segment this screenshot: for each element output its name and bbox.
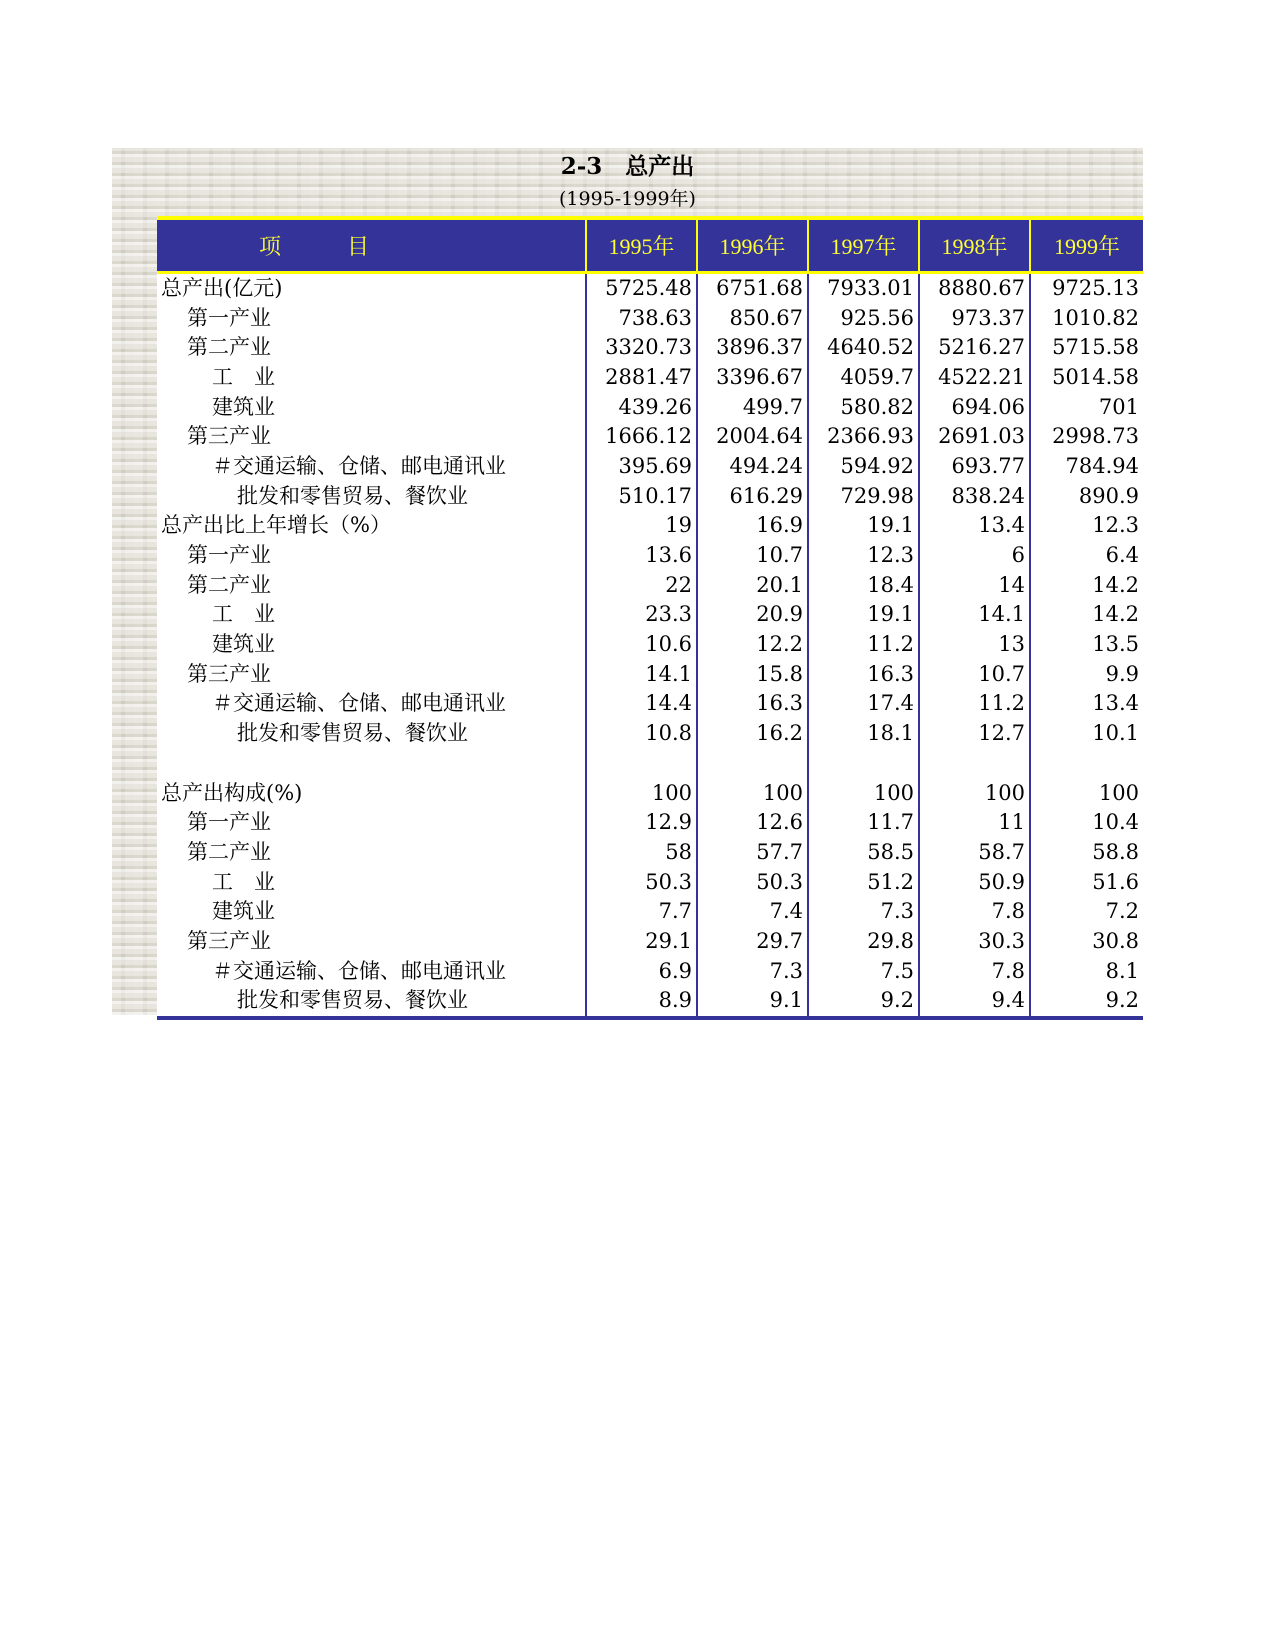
table-row [157,570,1143,600]
table-row [157,838,1143,868]
cell-1999: 13.4 [1030,689,1143,719]
cell-1997: 12.3 [808,541,919,571]
table-row [157,867,1143,897]
cell-1995: 29.1 [586,927,697,957]
cell-1997 [808,749,919,779]
row-label [157,749,586,779]
cell-1998: 13 [919,630,1030,660]
row-label: ＃交通运输、仓储、邮电通讯业 [212,691,506,716]
row-label: 总产出构成(%) [161,780,303,805]
table-row [157,303,1143,333]
table-subtitle: (1995-1999年) [559,188,696,210]
table-row [157,689,1143,719]
cell-1999: 7.2 [1030,897,1143,927]
table-row [157,778,1143,808]
row-label: 第二产业 [187,839,271,864]
cell-1996: 616.29 [697,481,808,511]
table-row [157,600,1143,630]
table-row [157,659,1143,689]
cell-1997: 51.2 [808,867,919,897]
cell-1996: 10.7 [697,541,808,571]
cell-1999: 9.9 [1030,659,1143,689]
cell-1997: 16.3 [808,659,919,689]
row-label: 工 业 [212,364,275,389]
cell-1997: 100 [808,778,919,808]
cell-1996: 3896.37 [697,333,808,363]
cell-1996: 57.7 [697,838,808,868]
row-label: 第一产业 [187,305,271,330]
cell-1999: 8.1 [1030,956,1143,986]
table-row [157,541,1143,571]
cell-1996: 12.6 [697,808,808,838]
cell-1999: 2998.73 [1030,422,1143,452]
cell-1995: 1666.12 [586,422,697,452]
cell-1998: 2691.03 [919,422,1030,452]
cell-1999: 10.1 [1030,719,1143,749]
cell-1996: 12.2 [697,630,808,660]
cell-1995: 738.63 [586,303,697,333]
cell-1996: 499.7 [697,392,808,422]
row-label: 工 业 [212,869,275,894]
cell-1999: 51.6 [1030,867,1143,897]
cell-1998: 5216.27 [919,333,1030,363]
column-header-1998: 1998年 [919,218,1030,272]
table-row [157,392,1143,422]
cell-1995: 3320.73 [586,333,697,363]
cell-1998: 11 [919,808,1030,838]
cell-1998: 100 [919,778,1030,808]
table-row [157,422,1143,452]
cell-1997: 11.2 [808,630,919,660]
cell-1996: 494.24 [697,452,808,482]
row-label: 第二产业 [187,572,271,597]
data-table-container [157,216,1143,1020]
table-row [157,956,1143,986]
cell-1998: 973.37 [919,303,1030,333]
column-header-1996: 1996年 [697,218,808,272]
cell-1996: 50.3 [697,867,808,897]
cell-1998: 13.4 [919,511,1030,541]
cell-1996 [697,749,808,779]
cell-1995: 58 [586,838,697,868]
cell-1995: 10.8 [586,719,697,749]
row-label: 批发和零售贸易、餐饮业 [157,986,586,1018]
cell-1995: 50.3 [586,867,697,897]
cell-1997: 19.1 [808,600,919,630]
table-title: 2-3 总产出 [560,153,695,180]
cell-1998: 6 [919,541,1030,571]
cell-1996: 2004.64 [697,422,808,452]
cell-1995: 22 [586,570,697,600]
cell-1995: 395.69 [586,452,697,482]
cell-1996: 15.8 [697,659,808,689]
cell-1997: 7933.01 [808,272,919,303]
row-label: 第三产业 [187,661,271,686]
cell-1996: 7.4 [697,897,808,927]
blank-row [157,749,1143,779]
table-row [157,363,1143,393]
cell-1996: 9.1 [697,986,808,1018]
column-header-item: 项 目 [157,218,586,272]
row-label: 总产出比上年增长（%） [161,513,391,538]
cell-1999 [1030,749,1143,779]
cell-1999: 5014.58 [1030,363,1143,393]
table-row [157,897,1143,927]
table-row [157,719,1143,749]
cell-1996: 16.9 [697,511,808,541]
row-label: 批发和零售贸易、餐饮业 [237,721,468,746]
cell-1995: 5725.48 [586,272,697,303]
cell-1997: 2366.93 [808,422,919,452]
cell-1998: 4522.21 [919,363,1030,393]
cell-1997: 9.2 [808,986,919,1018]
cell-1998: 30.3 [919,927,1030,957]
cell-1995: 13.6 [586,541,697,571]
table-row [157,927,1143,957]
cell-1999: 5715.58 [1030,333,1143,363]
cell-1996: 3396.67 [697,363,808,393]
cell-1997: 4640.52 [808,333,919,363]
cell-1999: 13.5 [1030,630,1143,660]
row-label: 第三产业 [187,424,271,449]
cell-1995: 6.9 [586,956,697,986]
row-label: 第一产业 [187,543,271,568]
cell-1999: 701 [1030,392,1143,422]
table-row [157,986,1143,1018]
cell-1995: 14.1 [586,659,697,689]
cell-1995: 2881.47 [586,363,697,393]
cell-1998: 693.77 [919,452,1030,482]
cell-1995: 14.4 [586,689,697,719]
gross-output-table [157,216,1143,1020]
cell-1999: 12.3 [1030,511,1143,541]
table-body [157,272,1143,1018]
cell-1998: 11.2 [919,689,1030,719]
table-row [157,333,1143,363]
cell-1996: 29.7 [697,927,808,957]
cell-1998: 8880.67 [919,272,1030,303]
cell-1995: 23.3 [586,600,697,630]
cell-1999: 9.2 [1030,986,1143,1018]
cell-1995: 10.6 [586,630,697,660]
cell-1997: 925.56 [808,303,919,333]
cell-1998: 14.1 [919,600,1030,630]
cell-1995: 19 [586,511,697,541]
cell-1997: 4059.7 [808,363,919,393]
cell-1996: 16.3 [697,689,808,719]
row-label: 建筑业 [212,899,275,924]
column-header-1997: 1997年 [808,218,919,272]
cell-1995 [586,749,697,779]
row-label: 总产出(亿元) [161,275,283,300]
cell-1996: 20.1 [697,570,808,600]
row-label: 批发和零售贸易、餐饮业 [237,483,468,508]
cell-1998: 58.7 [919,838,1030,868]
cell-1999: 58.8 [1030,838,1143,868]
cell-1997: 580.82 [808,392,919,422]
cell-1997: 594.92 [808,452,919,482]
row-label: 第一产业 [187,810,271,835]
cell-1997: 19.1 [808,511,919,541]
column-header-1999: 1999年 [1030,218,1143,272]
cell-1997: 7.3 [808,897,919,927]
cell-1998: 838.24 [919,481,1030,511]
cell-1999: 1010.82 [1030,303,1143,333]
cell-1997: 17.4 [808,689,919,719]
cell-1997: 29.8 [808,927,919,957]
cell-1999: 890.9 [1030,481,1143,511]
cell-1999: 9725.13 [1030,272,1143,303]
row-label: 第三产业 [187,928,271,953]
cell-1998: 694.06 [919,392,1030,422]
cell-1995: 510.17 [586,481,697,511]
row-label: ＃交通运输、仓储、邮电通讯业 [212,958,506,983]
cell-1996: 20.9 [697,600,808,630]
cell-1998: 7.8 [919,956,1030,986]
cell-1996: 16.2 [697,719,808,749]
cell-1995: 7.7 [586,897,697,927]
row-label: 建筑业 [212,632,275,657]
cell-1998: 50.9 [919,867,1030,897]
cell-1998: 10.7 [919,659,1030,689]
cell-1999: 14.2 [1030,600,1143,630]
table-row [157,481,1143,511]
row-label: 第二产业 [187,335,271,360]
cell-1999: 10.4 [1030,808,1143,838]
cell-1997: 11.7 [808,808,919,838]
cell-1998: 9.4 [919,986,1030,1018]
table-row [157,808,1143,838]
cell-1998: 12.7 [919,719,1030,749]
cell-1996: 7.3 [697,956,808,986]
row-label: 建筑业 [212,394,275,419]
cell-1997: 58.5 [808,838,919,868]
cell-1995: 100 [586,778,697,808]
table-row [157,511,1143,541]
cell-1998: 7.8 [919,897,1030,927]
table-row [157,630,1143,660]
cell-1996: 6751.68 [697,272,808,303]
cell-1996: 850.67 [697,303,808,333]
cell-1996: 100 [697,778,808,808]
header-row [157,218,1143,272]
table-row [157,272,1143,303]
cell-1999: 30.8 [1030,927,1143,957]
cell-1995: 439.26 [586,392,697,422]
table-row [157,452,1143,482]
cell-1995: 12.9 [586,808,697,838]
row-label: ＃交通运输、仓储、邮电通讯业 [212,453,506,478]
cell-1995: 8.9 [586,986,697,1018]
column-header-1995: 1995年 [586,218,697,272]
cell-1999: 784.94 [1030,452,1143,482]
cell-1999: 100 [1030,778,1143,808]
cell-1999: 14.2 [1030,570,1143,600]
cell-1997: 7.5 [808,956,919,986]
row-label: 工 业 [212,602,275,627]
cell-1998 [919,749,1030,779]
cell-1997: 18.1 [808,719,919,749]
cell-1997: 729.98 [808,481,919,511]
cell-1998: 14 [919,570,1030,600]
cell-1999: 6.4 [1030,541,1143,571]
cell-1997: 18.4 [808,570,919,600]
